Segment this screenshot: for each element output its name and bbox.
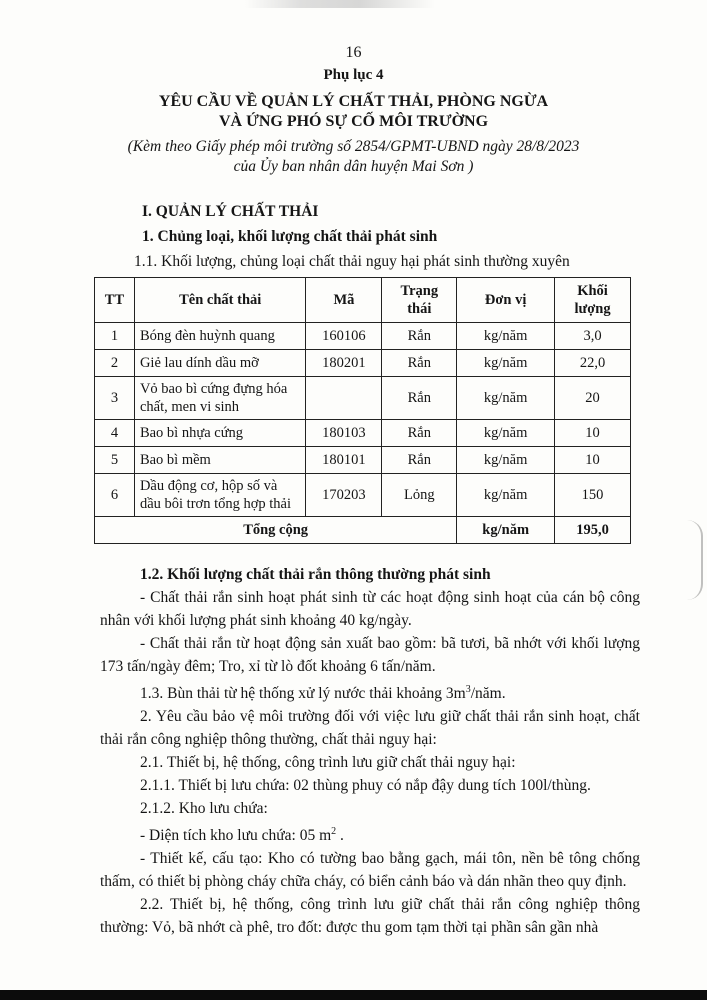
scan-edge-mark	[687, 520, 703, 600]
total-label: Tổng cộng	[95, 517, 457, 544]
cell-code: 180103	[306, 420, 382, 447]
header-state: Trạng thái	[382, 278, 457, 323]
cell-amount: 150	[555, 474, 631, 517]
page-number: 16	[345, 44, 362, 61]
table-row	[95, 420, 631, 447]
sludge-text: 1.3. Bùn thải từ hệ thống xử lý nước thải khoảng 3m	[140, 685, 466, 703]
cell-tt: 6	[95, 474, 135, 517]
cell-state: Rắn	[382, 447, 457, 474]
paragraph-2-2: 2.2. Thiết bị, hệ thống, công trình lưu giữ chất thải rắn công nghiệp thông thường: Vỏ, bã nhớt cà phê, tro đốt: được thu gom tạm thời tại phần sân gần nhà	[100, 896, 640, 937]
cell-state: Rắn	[382, 350, 457, 377]
storage-area-text: - Diện tích kho lưu chứa: 05 m	[140, 827, 332, 845]
storage-area-exponent: 2	[331, 826, 337, 838]
sludge-exponent: 3	[465, 684, 471, 695]
paragraph-domestic-waste: - Chất thải rắn sinh hoạt phát sinh từ các hoạt động sinh hoạt của cán bộ công nhân với khối lượng phát sinh khoảng 40 kg/ngày.	[100, 589, 640, 629]
header-code: Mã	[306, 278, 382, 323]
page-title	[0, 92, 707, 132]
paragraph-2-1-1: 2.1.1. Thiết bị lưu chứa: 02 thùng phuy có nắp đậy dung tích 100l/thùng.	[140, 777, 591, 795]
paragraph-production-waste: - Chất thải rắn từ hoạt động sản xuất bao gồm: bã tươi, bã nhớt với khối lượng 173 tấn/ngày đêm; Tro, xỉ từ lò đốt khoảng 6 tấn/năm.	[100, 635, 640, 675]
cell-unit: kg/năm	[457, 447, 555, 474]
cell-amount: 10	[555, 447, 631, 474]
cell-amount: 20	[555, 377, 631, 420]
cell-name: Bao bì nhựa cứng	[134, 420, 306, 447]
table-row	[95, 377, 631, 420]
header-tt: TT	[95, 278, 135, 323]
cell-name: Vỏ bao bì cứng đựng hóa chất, men vi sinh	[134, 377, 306, 420]
cell-name: Bao bì mềm	[134, 447, 306, 474]
total-unit: kg/năm	[457, 517, 555, 544]
hazardous-waste-table	[94, 277, 631, 544]
table-row	[95, 323, 631, 350]
cell-amount: 22,0	[555, 350, 631, 377]
cell-code: 170203	[306, 474, 382, 517]
subtitle	[0, 137, 707, 177]
cell-name: Giẻ lau dính dầu mỡ	[134, 350, 306, 377]
table-row	[95, 447, 631, 474]
subtitle-line-2: của Ủy ban nhân dân huyện Mai Sơn )	[233, 158, 474, 175]
cell-code: 180101	[306, 447, 382, 474]
cell-state: Rắn	[382, 323, 457, 350]
cell-unit: kg/năm	[457, 350, 555, 377]
scan-bottom-edge	[0, 990, 707, 1000]
subtitle-line-1: (Kèm theo Giấy phép môi trường số 2854/GPMT-UBND ngày 28/8/2023	[127, 138, 580, 155]
header-unit: Đơn vị	[457, 278, 555, 323]
total-amount: 195,0	[555, 517, 631, 544]
section-1-2-body	[100, 563, 640, 939]
cell-code	[306, 377, 382, 420]
paragraph-requirements: 2. Yêu cầu bảo vệ môi trường đối với việc lưu giữ chất thải rắn sinh hoạt, chất thải rắn công nghiệp thông thường, chất thải nguy hại:	[100, 708, 640, 749]
cell-amount: 10	[555, 420, 631, 447]
cell-amount: 3,0	[555, 323, 631, 350]
paragraph-storage-area	[100, 820, 640, 847]
cell-tt: 3	[95, 377, 135, 420]
header-amount: Khối lượng	[555, 278, 631, 323]
header-name: Tên chất thải	[134, 278, 306, 323]
paragraph-2-1-2: 2.1.2. Kho lưu chứa:	[140, 800, 268, 818]
title-line-1: YÊU CẦU VỀ QUẢN LÝ CHẤT THẢI, PHÒNG NGỪA	[158, 93, 549, 110]
storage-area-suffix: .	[336, 827, 344, 845]
table-total-row	[95, 517, 631, 544]
cell-unit: kg/năm	[457, 323, 555, 350]
scan-smudge	[245, 0, 435, 8]
paragraph-sludge	[100, 678, 640, 705]
table-header-row	[95, 278, 631, 323]
cell-code: 160106	[306, 323, 382, 350]
subsection-heading-waste-types: 1. Chủng loại, khối lượng chất thải phát sinh	[142, 228, 438, 245]
table-row	[95, 350, 631, 377]
paragraph-design: - Thiết kế, cấu tạo: Kho có tường bao bằng gạch, mái tôn, nền bê tông chống thấm, có thiết bị phòng cháy chữa cháy, có biển cảnh báo và dán nhãn theo quy định.	[100, 850, 640, 891]
title-line-2: VÀ ỨNG PHÓ SỰ CỐ MÔI TRƯỜNG	[218, 113, 489, 130]
cell-unit: kg/năm	[457, 474, 555, 517]
cell-code: 180201	[306, 350, 382, 377]
cell-name: Dầu động cơ, hộp số và dầu bôi trơn tổng hợp thải	[134, 474, 306, 517]
cell-state: Rắn	[382, 377, 457, 420]
section-heading-waste-management: I. QUẢN LÝ CHẤT THẢI	[142, 203, 319, 220]
table-row	[95, 474, 631, 517]
cell-tt: 2	[95, 350, 135, 377]
subsection-heading-solid-waste: 1.2. Khối lượng chất thải rắn thông thường phát sinh	[140, 566, 491, 583]
sludge-unit: /năm.	[470, 685, 506, 703]
cell-state: Rắn	[382, 420, 457, 447]
appendix-label: Phụ lục 4	[323, 67, 384, 83]
subsection-1-1: 1.1. Khối lượng, chủng loại chất thải nguy hại phát sinh thường xuyên	[134, 253, 570, 270]
cell-tt: 4	[95, 420, 135, 447]
cell-unit: kg/năm	[457, 377, 555, 420]
cell-tt: 1	[95, 323, 135, 350]
cell-unit: kg/năm	[457, 420, 555, 447]
cell-tt: 5	[95, 447, 135, 474]
cell-name: Bóng đèn huỳnh quang	[134, 323, 306, 350]
paragraph-2-1: 2.1. Thiết bị, hệ thống, công trình lưu giữ chất thải nguy hại:	[140, 754, 516, 772]
cell-state: Lỏng	[382, 474, 457, 517]
